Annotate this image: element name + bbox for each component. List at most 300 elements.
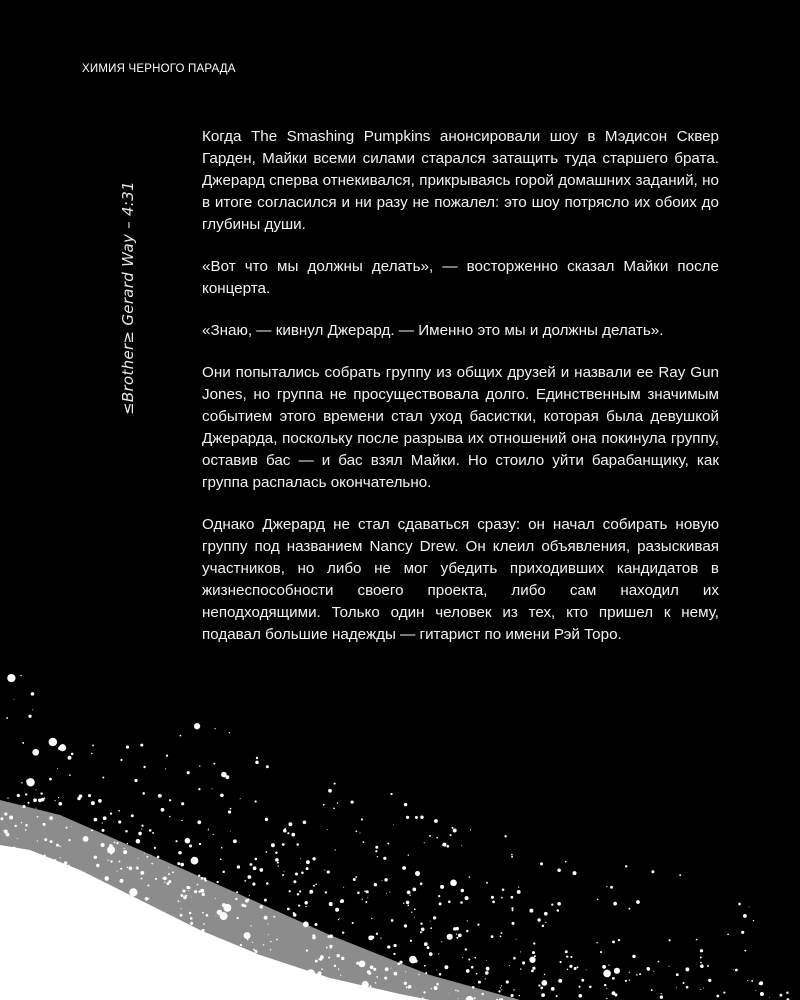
spray-dot: [21, 782, 22, 783]
spray-dot: [486, 882, 488, 884]
spray-dot: [427, 946, 430, 949]
spray-dot: [287, 908, 290, 911]
spray-dot: [344, 991, 347, 994]
spray-dot: [377, 856, 378, 857]
spray-dot: [277, 986, 280, 989]
spray-dot: [250, 863, 253, 866]
spray-dot: [759, 983, 761, 985]
spray-dot: [252, 942, 253, 943]
spray-dot: [58, 797, 59, 798]
spray-dot: [556, 995, 558, 997]
spray-dot: [470, 829, 471, 830]
spray-dot: [59, 846, 61, 848]
spray-dot: [230, 808, 232, 810]
spray-dot: [180, 914, 183, 917]
spray-dot: [6, 717, 8, 719]
spray-dot: [140, 744, 143, 747]
spray-dot: [288, 969, 290, 971]
spray-dot: [136, 939, 138, 941]
spray-dot: [131, 814, 134, 817]
spray-dot: [450, 879, 457, 886]
spray-dot: [110, 860, 112, 862]
spray-dot: [200, 889, 204, 893]
spray-dot: [318, 971, 322, 975]
spray-dot: [27, 802, 29, 804]
spray-dot: [54, 908, 57, 911]
spray-dot: [168, 927, 170, 929]
spray-dot: [293, 913, 297, 917]
spray-dot: [749, 906, 750, 907]
spray-dot: [371, 918, 372, 919]
spray-dot: [194, 723, 200, 729]
spray-dot: [181, 820, 183, 822]
spray-dot: [136, 839, 141, 844]
spray-dot: [197, 820, 201, 824]
spray-dot: [335, 908, 339, 912]
spray-dot: [44, 885, 46, 887]
spray-dot: [327, 870, 330, 873]
spray-dot: [237, 950, 241, 954]
spray-dot: [597, 899, 599, 901]
spray-dot: [97, 897, 99, 899]
spray-dot: [229, 977, 232, 980]
spray-dot: [147, 884, 149, 886]
spray-dot: [36, 860, 39, 863]
spray-dot: [194, 890, 197, 893]
spray-dot: [187, 771, 190, 774]
spray-dot: [229, 732, 230, 733]
spray-dot: [82, 883, 85, 886]
spray-dot: [512, 910, 514, 912]
spray-dot: [99, 890, 101, 892]
spray-dot: [462, 957, 463, 958]
spray-dot: [407, 905, 409, 907]
spray-dot: [166, 882, 169, 885]
spray-dot: [127, 867, 128, 868]
spray-dot: [786, 992, 788, 994]
spray-dot: [436, 983, 439, 986]
spray-dot: [284, 828, 286, 830]
spray-dot: [529, 957, 535, 963]
spray-dot: [36, 902, 38, 904]
spray-dot: [69, 774, 71, 776]
paragraph: «Вот что мы должны делать», — восторженно сказал Майки после концерта.: [202, 258, 719, 297]
spray-dot: [453, 829, 457, 833]
spray-dot: [685, 967, 689, 971]
spray-dot: [383, 857, 386, 860]
spray-dot: [101, 843, 105, 847]
spray-dot: [37, 880, 41, 884]
spray-dot: [625, 980, 627, 982]
spray-dot: [355, 876, 357, 878]
spray-dot: [273, 974, 274, 975]
spray-dot: [606, 998, 607, 999]
spray-dot: [230, 831, 231, 832]
spray-dot: [49, 816, 53, 820]
spray-dot: [542, 925, 545, 928]
spray-dot: [364, 890, 366, 892]
spray-dot: [334, 965, 336, 967]
spray-dot: [511, 856, 513, 858]
song-side-note: ≤Brother≥ Gerard Way – 4:31: [119, 181, 137, 415]
spray-dot: [574, 967, 577, 970]
spray-dot: [173, 920, 174, 921]
spray-dot: [387, 945, 390, 948]
spray-dot: [199, 843, 201, 845]
spray-dot: [275, 980, 277, 982]
spray-dot: [259, 868, 263, 872]
spray-dot: [323, 804, 325, 806]
spray-dot: [570, 956, 572, 958]
spray-dot: [403, 903, 404, 904]
spray-dot: [743, 914, 747, 918]
spray-dot: [441, 941, 442, 942]
spray-dot: [565, 861, 567, 863]
spray-dot: [375, 846, 378, 849]
spray-dot: [368, 971, 372, 975]
spray-dot: [12, 890, 14, 892]
spray-dot: [102, 822, 103, 823]
spray-dot: [50, 840, 53, 843]
spray-dot: [551, 987, 555, 991]
spray-dot: [337, 954, 340, 957]
spray-dot: [114, 930, 116, 932]
spray-dot: [129, 866, 133, 870]
spray-dot: [98, 799, 102, 803]
spray-dot: [266, 765, 269, 768]
spray-dot: [252, 883, 255, 886]
spray-dot: [4, 812, 7, 815]
spray-dot: [89, 918, 93, 922]
spray-dot: [68, 839, 70, 841]
spray-dot: [501, 897, 503, 899]
spray-dot: [180, 735, 182, 737]
spray-dot: [603, 970, 611, 978]
spray-dot: [303, 971, 306, 974]
spray-dot: [448, 993, 449, 994]
spray-dot: [339, 918, 340, 919]
spray-dot: [340, 975, 341, 976]
spray-dot: [241, 979, 245, 983]
spray-dot: [420, 931, 422, 933]
spray-dot: [215, 898, 216, 899]
spray-dot: [17, 838, 18, 839]
spray-dot: [103, 816, 107, 820]
spray-dot: [117, 871, 118, 872]
spray-dot: [114, 841, 116, 843]
spray-dot: [738, 903, 741, 906]
spray-dot: [359, 987, 362, 990]
spray-dot: [190, 917, 193, 920]
spray-dot: [91, 753, 93, 755]
spray-dot: [240, 798, 241, 799]
spray-dot: [363, 995, 365, 997]
spray-dot: [430, 927, 432, 929]
spray-dot: [517, 890, 521, 894]
spray-dot: [40, 889, 44, 893]
spray-dot: [328, 789, 332, 793]
spray-dot: [414, 917, 415, 918]
spray-dot: [409, 895, 410, 896]
spray-dot: [382, 880, 383, 881]
spray-dot: [606, 886, 607, 887]
spray-dot: [504, 835, 506, 837]
spray-dot: [386, 995, 388, 997]
spray-dot: [639, 973, 641, 975]
spray-dot: [391, 919, 394, 922]
spray-dot: [468, 959, 470, 961]
spray-dot: [233, 839, 237, 843]
spray-dot: [32, 749, 39, 756]
spray-dot: [94, 818, 98, 822]
spray-dot: [26, 856, 27, 857]
spray-dot: [422, 932, 423, 933]
spray-dot: [71, 890, 73, 892]
spray-dot: [613, 902, 617, 906]
spray-dot: [531, 970, 534, 973]
spray-dot: [124, 848, 125, 849]
spray-dot: [244, 880, 246, 882]
spray-dot: [129, 888, 137, 896]
spray-dot: [608, 964, 609, 965]
spray-dot: [733, 969, 734, 970]
spray-dot: [628, 908, 630, 910]
spray-dot: [15, 908, 19, 912]
spray-dot: [573, 871, 577, 875]
spray-dot: [380, 937, 381, 938]
spray-dot: [261, 966, 265, 970]
spray-dot: [2, 856, 5, 859]
spray-dot: [577, 966, 579, 968]
spray-dot: [40, 792, 42, 794]
spray-dot: [138, 910, 140, 912]
spray-dot: [408, 855, 409, 856]
spray-dot: [247, 939, 249, 941]
spray-dot: [313, 885, 315, 887]
spray-dot: [406, 986, 408, 988]
spray-dot: [54, 859, 57, 862]
spray-dot: [192, 955, 195, 958]
spray-dot: [60, 857, 61, 858]
spray-dot: [142, 916, 144, 918]
spray-dot: [235, 898, 237, 900]
spray-dot: [433, 916, 436, 919]
spray-dot: [163, 877, 167, 881]
spray-dot: [198, 788, 200, 790]
spray-dot: [578, 994, 582, 998]
spray-dot: [213, 763, 215, 765]
spray-dot: [253, 866, 257, 870]
spray-dot: [243, 948, 245, 950]
spray-dot: [541, 980, 547, 986]
paragraph: Они попытались собрать группу из общих друзей и назвали ее Ray Gun Jones, но группа не просуществовала долго. Единственным значимым событием этого времени стал уход басистки, которая была девушкой Джерарда, поскольку после разрыва их отношений она покинула группу, оставив бас — и бас взял Майки. Но стоило уйти барабанщику, как группа распалась окончательно.: [202, 364, 719, 491]
spray-dot: [501, 985, 502, 986]
spray-dot: [212, 788, 213, 789]
spray-dot: [99, 896, 103, 900]
spray-dot: [411, 912, 412, 913]
spray-dot: [465, 948, 467, 950]
spray-dot: [513, 957, 516, 960]
spray-dot: [44, 838, 47, 841]
spray-dot: [93, 899, 95, 901]
spray-dot: [661, 993, 662, 994]
spray-dot: [455, 989, 457, 991]
spray-dot: [362, 981, 369, 988]
spray-dot: [168, 873, 170, 875]
spray-dot: [516, 939, 517, 940]
spray-dot: [370, 965, 374, 969]
spray-dot: [312, 857, 315, 860]
spray-dot: [393, 824, 394, 825]
spray-dot: [262, 961, 263, 962]
spray-dot: [135, 951, 136, 952]
spray-dot: [221, 847, 223, 849]
spray-dot: [169, 799, 171, 801]
spray-dot: [466, 969, 470, 973]
spray-dot: [491, 896, 494, 899]
spray-dot: [96, 911, 97, 912]
spray-dot: [36, 808, 37, 809]
spray-dot: [374, 883, 377, 886]
spray-dot: [299, 890, 301, 892]
spray-dot: [13, 896, 15, 898]
spray-dot: [557, 902, 561, 906]
spray-dot: [443, 843, 447, 847]
spray-dot: [544, 912, 548, 916]
spray-dot: [276, 939, 278, 941]
spray-dot: [380, 994, 383, 997]
spray-dot: [434, 986, 438, 990]
spray-dot: [458, 933, 462, 937]
spray-dot: [446, 845, 449, 848]
spray-dot: [255, 950, 258, 953]
spray-dot: [212, 972, 214, 974]
spray-dot: [518, 887, 519, 888]
spray-dot: [293, 880, 296, 883]
spray-dot: [707, 965, 709, 967]
spray-dot: [56, 901, 60, 905]
spray-dot: [551, 903, 553, 905]
spray-dot: [173, 916, 175, 918]
spray-dot: [288, 990, 290, 992]
spray-dot: [532, 951, 535, 954]
spray-dot: [612, 940, 615, 943]
paragraph: Однако Джерард не стал сдаваться сразу: он начал собирать новую группу под названием Nancy Drew. Он клеил объявления, разыскивая участников, но либо не мог убедить приходивших кандидатов в жизнеспособности своего проекта, либо сам находил их неподходящими. Только один человек из тех, кто пришел к нему, подавал большие надежды — гитарист по имени Рэй Торо.: [202, 516, 719, 643]
spray-dot: [185, 838, 191, 844]
spray-dot: [189, 845, 192, 848]
spray-dot: [53, 861, 57, 865]
spray-dot: [529, 909, 533, 913]
spray-dot: [146, 913, 149, 916]
spray-dot: [28, 715, 31, 718]
spray-dot: [4, 893, 7, 896]
spray-dot: [65, 883, 68, 886]
spray-dot: [340, 900, 343, 903]
spray-dot: [265, 818, 268, 821]
spray-dot: [192, 969, 194, 971]
spray-dot: [158, 794, 159, 795]
spray-dot: [282, 874, 284, 876]
spray-dot: [606, 988, 607, 989]
spray-dot: [700, 962, 702, 964]
spray-dot: [46, 897, 47, 898]
spray-dot: [199, 931, 200, 932]
spray-dot: [155, 932, 156, 933]
spray-dot: [104, 876, 108, 880]
spray-dot: [180, 901, 181, 902]
spray-dot: [486, 967, 490, 971]
spray-dot: [629, 972, 630, 973]
spray-dot: [669, 966, 670, 967]
spray-dot: [447, 934, 453, 940]
spray-dot: [629, 979, 630, 980]
spray-dot: [511, 994, 514, 997]
spray-dot: [67, 926, 68, 927]
spray-dot: [408, 985, 412, 989]
spray-dot: [275, 852, 277, 854]
spray-dot: [131, 945, 134, 948]
spray-dot: [604, 984, 606, 986]
spray-dot: [141, 828, 142, 829]
spray-dot: [306, 860, 310, 864]
spray-dot: [362, 899, 363, 900]
spray-dot: [197, 884, 199, 886]
spray-dot: [190, 958, 192, 960]
spray-dot: [121, 899, 124, 902]
spray-dot: [341, 957, 344, 960]
spray-dot: [49, 778, 52, 781]
spray-dot: [632, 955, 635, 958]
spray-dot: [407, 890, 411, 894]
spray-dot: [198, 890, 200, 892]
spray-dot: [769, 997, 770, 998]
spray-dot: [205, 945, 206, 946]
spray-dot: [265, 851, 267, 853]
spray-dot: [169, 816, 171, 818]
spray-dot: [460, 901, 463, 904]
spray-dot: [32, 709, 33, 710]
spray-dot: [277, 862, 279, 864]
spray-dot: [450, 834, 452, 836]
spray-dot: [151, 863, 153, 865]
spray-dot: [343, 887, 344, 888]
spray-dot: [88, 901, 91, 904]
spray-dot: [614, 993, 617, 996]
paragraph: «Знаю, — кивнул Джерард. — Именно это мы и должны делать».: [202, 322, 664, 339]
spray-dot: [376, 976, 378, 978]
spray-dot: [491, 935, 494, 938]
spray-dot: [306, 949, 308, 951]
spray-dot: [77, 904, 78, 905]
spray-dot: [56, 862, 62, 868]
spray-dot: [501, 989, 502, 990]
spray-dot: [208, 829, 209, 830]
spray-dot: [310, 892, 311, 893]
spray-dot: [406, 901, 410, 905]
spray-dot: [240, 944, 242, 946]
spray-dot: [295, 872, 298, 875]
spray-dot: [248, 875, 252, 879]
spray-dot: [155, 878, 157, 880]
spray-dot: [8, 863, 10, 865]
spray-dot: [658, 961, 660, 963]
spray-dot: [143, 766, 145, 768]
spray-dot: [418, 974, 419, 975]
spray-dot: [60, 915, 64, 919]
spray-dot: [223, 904, 231, 912]
spray-dot: [164, 882, 165, 883]
spray-dot: [532, 967, 535, 970]
